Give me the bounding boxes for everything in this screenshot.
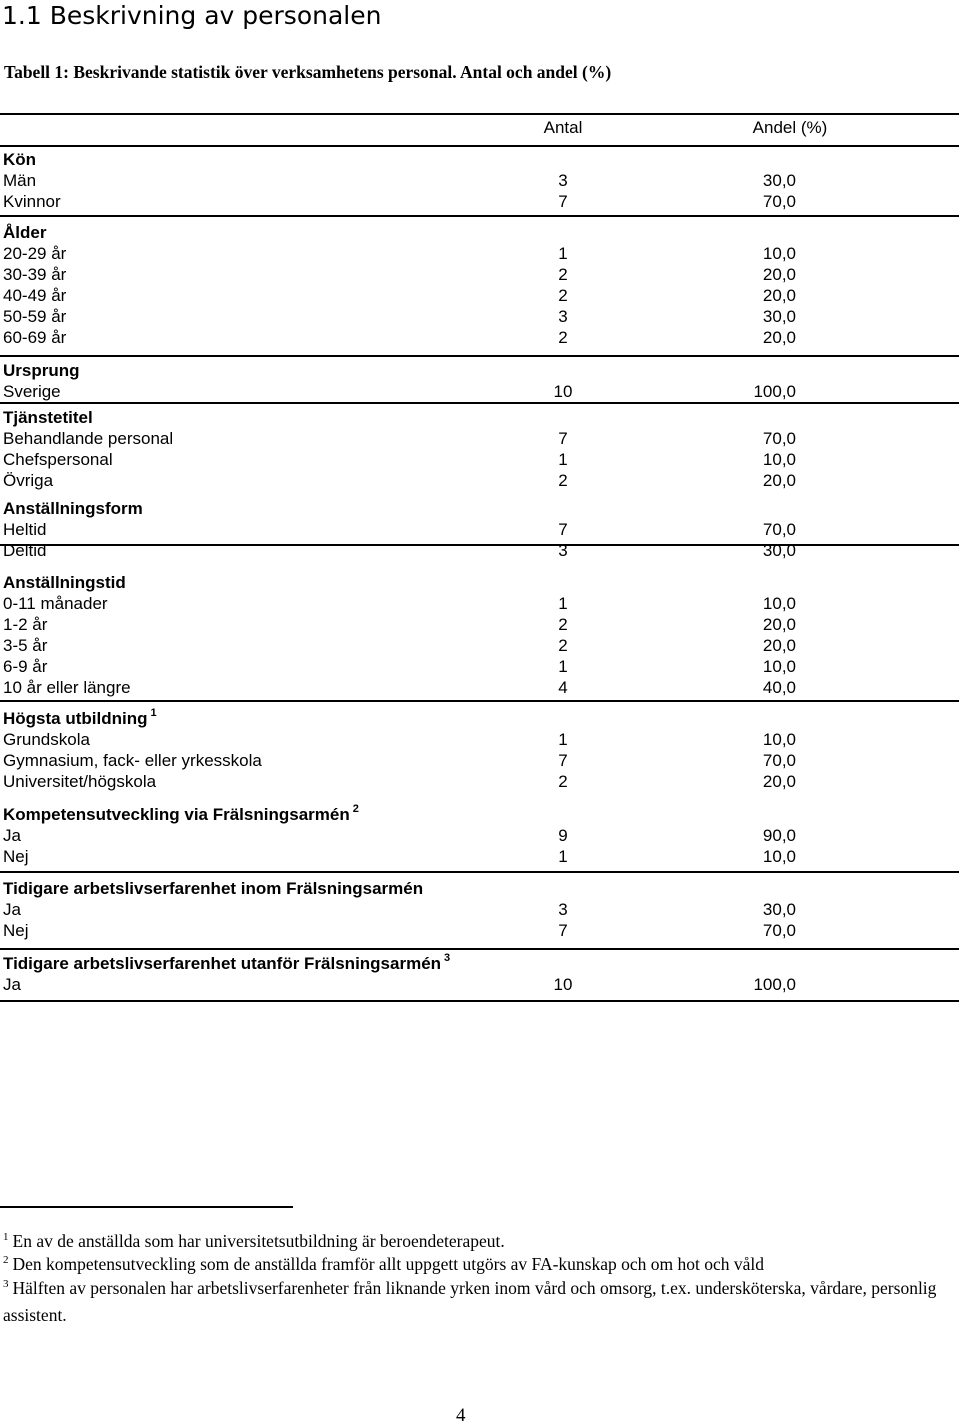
group-title bbox=[3, 223, 46, 243]
group-title-text: Kön bbox=[3, 150, 37, 169]
row-percent: 30,0 bbox=[762, 900, 796, 919]
row-label: 40-49 år bbox=[3, 286, 67, 305]
row-label: Gymnasium, fack- eller yrkesskola bbox=[3, 751, 262, 770]
footnote-mark: 1 bbox=[3, 1231, 9, 1243]
row-count: 10 bbox=[553, 975, 573, 994]
row-percent: 20,0 bbox=[762, 615, 796, 634]
footnote-marker: 3 bbox=[444, 952, 451, 964]
row-count: 7 bbox=[558, 429, 568, 448]
row-label: 6-9 år bbox=[3, 657, 48, 676]
row-percent: 20,0 bbox=[762, 265, 796, 284]
row-label: Män bbox=[3, 171, 37, 190]
row-count: 1 bbox=[558, 847, 568, 866]
row-count: 1 bbox=[558, 657, 568, 676]
row-label: 50-59 år bbox=[3, 307, 67, 326]
group-title-text: Anställningstid bbox=[3, 573, 126, 592]
row-count: 3 bbox=[558, 171, 568, 190]
group-title bbox=[3, 573, 126, 593]
row-percent: 10,0 bbox=[762, 730, 796, 749]
row-percent: 90,0 bbox=[762, 826, 796, 845]
row-count: 7 bbox=[558, 921, 568, 940]
row-label: Ja bbox=[3, 975, 21, 994]
footnote-marker: 2 bbox=[352, 803, 359, 815]
row-label: Övriga bbox=[3, 471, 54, 490]
row-label: 3-5 år bbox=[3, 636, 48, 655]
row-count: 7 bbox=[558, 751, 568, 770]
row-percent: 20,0 bbox=[762, 772, 796, 791]
section-heading: 1.1 Beskrivning av personalen bbox=[2, 1, 382, 30]
group-title bbox=[3, 709, 157, 731]
row-label: Sverige bbox=[3, 382, 61, 401]
row-label: 0-11 månader bbox=[3, 594, 108, 613]
group-title-text: Ålder bbox=[3, 223, 47, 242]
row-percent: 20,0 bbox=[762, 328, 796, 347]
row-label: 10 år eller längre bbox=[3, 678, 131, 697]
row-count: 3 bbox=[558, 900, 568, 919]
row-label: Kvinnor bbox=[3, 192, 61, 211]
row-percent: 10,0 bbox=[762, 594, 796, 613]
group-title bbox=[3, 954, 450, 976]
table-rule bbox=[0, 1000, 959, 1002]
footnote-mark: 2 bbox=[3, 1254, 9, 1266]
group-title-text: Tidigare arbetslivserfarenhet utanför Frälsningsarmén bbox=[3, 954, 442, 973]
row-label: Heltid bbox=[3, 520, 47, 539]
row-label: Nej bbox=[3, 847, 29, 866]
row-label: Nej bbox=[3, 921, 29, 940]
table-rule bbox=[0, 113, 959, 115]
row-percent: 100,0 bbox=[753, 975, 796, 994]
row-percent: 10,0 bbox=[762, 244, 796, 263]
row-label: 20-29 år bbox=[3, 244, 67, 263]
group-title-text: Ursprung bbox=[3, 361, 80, 380]
row-label: Deltid bbox=[3, 541, 47, 560]
row-percent: 20,0 bbox=[762, 286, 796, 305]
row-percent: 20,0 bbox=[762, 636, 796, 655]
footnote bbox=[3, 1252, 953, 1279]
group-title bbox=[3, 150, 36, 170]
row-count: 2 bbox=[558, 265, 568, 284]
table-rule bbox=[0, 871, 959, 873]
row-count: 9 bbox=[558, 826, 568, 845]
table-caption: Tabell 1: Beskrivande statistik över verksamhetens personal. Antal och andel (%) bbox=[4, 62, 612, 82]
table-rule bbox=[0, 700, 959, 702]
row-percent: 30,0 bbox=[762, 307, 796, 326]
footnote-mark: 3 bbox=[3, 1278, 9, 1290]
row-label: Chefspersonal bbox=[3, 450, 113, 469]
row-percent: 30,0 bbox=[762, 541, 796, 560]
row-label: 60-69 år bbox=[3, 328, 67, 347]
row-percent: 70,0 bbox=[762, 520, 796, 539]
page-number: 4 bbox=[456, 1405, 466, 1426]
group-title bbox=[3, 408, 93, 428]
row-percent: 10,0 bbox=[762, 657, 796, 676]
row-label: 30-39 år bbox=[3, 265, 67, 284]
footnote-marker: 1 bbox=[150, 707, 157, 719]
table-rule bbox=[0, 355, 959, 357]
row-label: 1-2 år bbox=[3, 615, 48, 634]
row-count: 2 bbox=[558, 636, 568, 655]
group-title-text: Högsta utbildning bbox=[3, 709, 148, 728]
row-percent: 70,0 bbox=[762, 429, 796, 448]
group-title bbox=[3, 361, 80, 381]
row-count: 10 bbox=[553, 382, 573, 401]
row-count: 1 bbox=[558, 730, 568, 749]
table-rule bbox=[0, 544, 959, 546]
row-percent: 70,0 bbox=[762, 751, 796, 770]
group-title-text: Tjänstetitel bbox=[3, 408, 93, 427]
footnote bbox=[3, 1276, 953, 1327]
row-label: Ja bbox=[3, 826, 21, 845]
row-count: 1 bbox=[558, 594, 568, 613]
row-count: 2 bbox=[558, 615, 568, 634]
row-count: 7 bbox=[558, 192, 568, 211]
row-count: 7 bbox=[558, 520, 568, 539]
row-label: Ja bbox=[3, 900, 21, 919]
row-label: Behandlande personal bbox=[3, 429, 174, 448]
row-count: 3 bbox=[558, 541, 568, 560]
row-count: 1 bbox=[558, 244, 568, 263]
row-percent: 30,0 bbox=[762, 171, 796, 190]
column-header-percent: Andel (%) bbox=[752, 118, 828, 137]
footnote-text: En av de anställda som har universitetsutbildning är beroendeterapeut. bbox=[12, 1231, 505, 1251]
table-rule bbox=[0, 145, 959, 147]
row-percent: 70,0 bbox=[762, 921, 796, 940]
group-title-text: Kompetensutveckling via Frälsningsarmén bbox=[3, 805, 350, 824]
row-label: Universitet/högskola bbox=[3, 772, 157, 791]
row-percent: 70,0 bbox=[762, 192, 796, 211]
group-title bbox=[3, 805, 359, 827]
table-rule bbox=[0, 948, 959, 950]
table-rule bbox=[0, 402, 959, 404]
row-count: 2 bbox=[558, 772, 568, 791]
column-header-count: Antal bbox=[543, 118, 583, 137]
row-count: 2 bbox=[558, 328, 568, 347]
footnote-text: Hälften av personalen har arbetslivserfarenheter från liknande yrken inom vård och omsorg, t.ex. undersköterska, vårdare, personlig assistent. bbox=[3, 1278, 937, 1325]
table-rule bbox=[0, 215, 959, 217]
row-percent: 100,0 bbox=[753, 382, 796, 401]
row-percent: 20,0 bbox=[762, 471, 796, 490]
row-count: 4 bbox=[558, 678, 568, 697]
group-title bbox=[3, 879, 423, 899]
row-count: 3 bbox=[558, 307, 568, 326]
group-title-text: Anställningsform bbox=[3, 499, 143, 518]
row-count: 2 bbox=[558, 286, 568, 305]
footnote-separator bbox=[0, 1206, 293, 1208]
row-count: 2 bbox=[558, 471, 568, 490]
row-percent: 10,0 bbox=[762, 450, 796, 469]
row-label: Grundskola bbox=[3, 730, 90, 749]
row-count: 1 bbox=[558, 450, 568, 469]
group-title-text: Tidigare arbetslivserfarenhet inom Frälsningsarmén bbox=[3, 879, 424, 898]
footnote-text: Den kompetensutveckling som de anställda framför allt uppgett utgörs av FA-kunskap och om hot och våld bbox=[12, 1254, 765, 1274]
group-title bbox=[3, 499, 143, 519]
row-percent: 10,0 bbox=[762, 847, 796, 866]
row-percent: 40,0 bbox=[762, 678, 796, 697]
